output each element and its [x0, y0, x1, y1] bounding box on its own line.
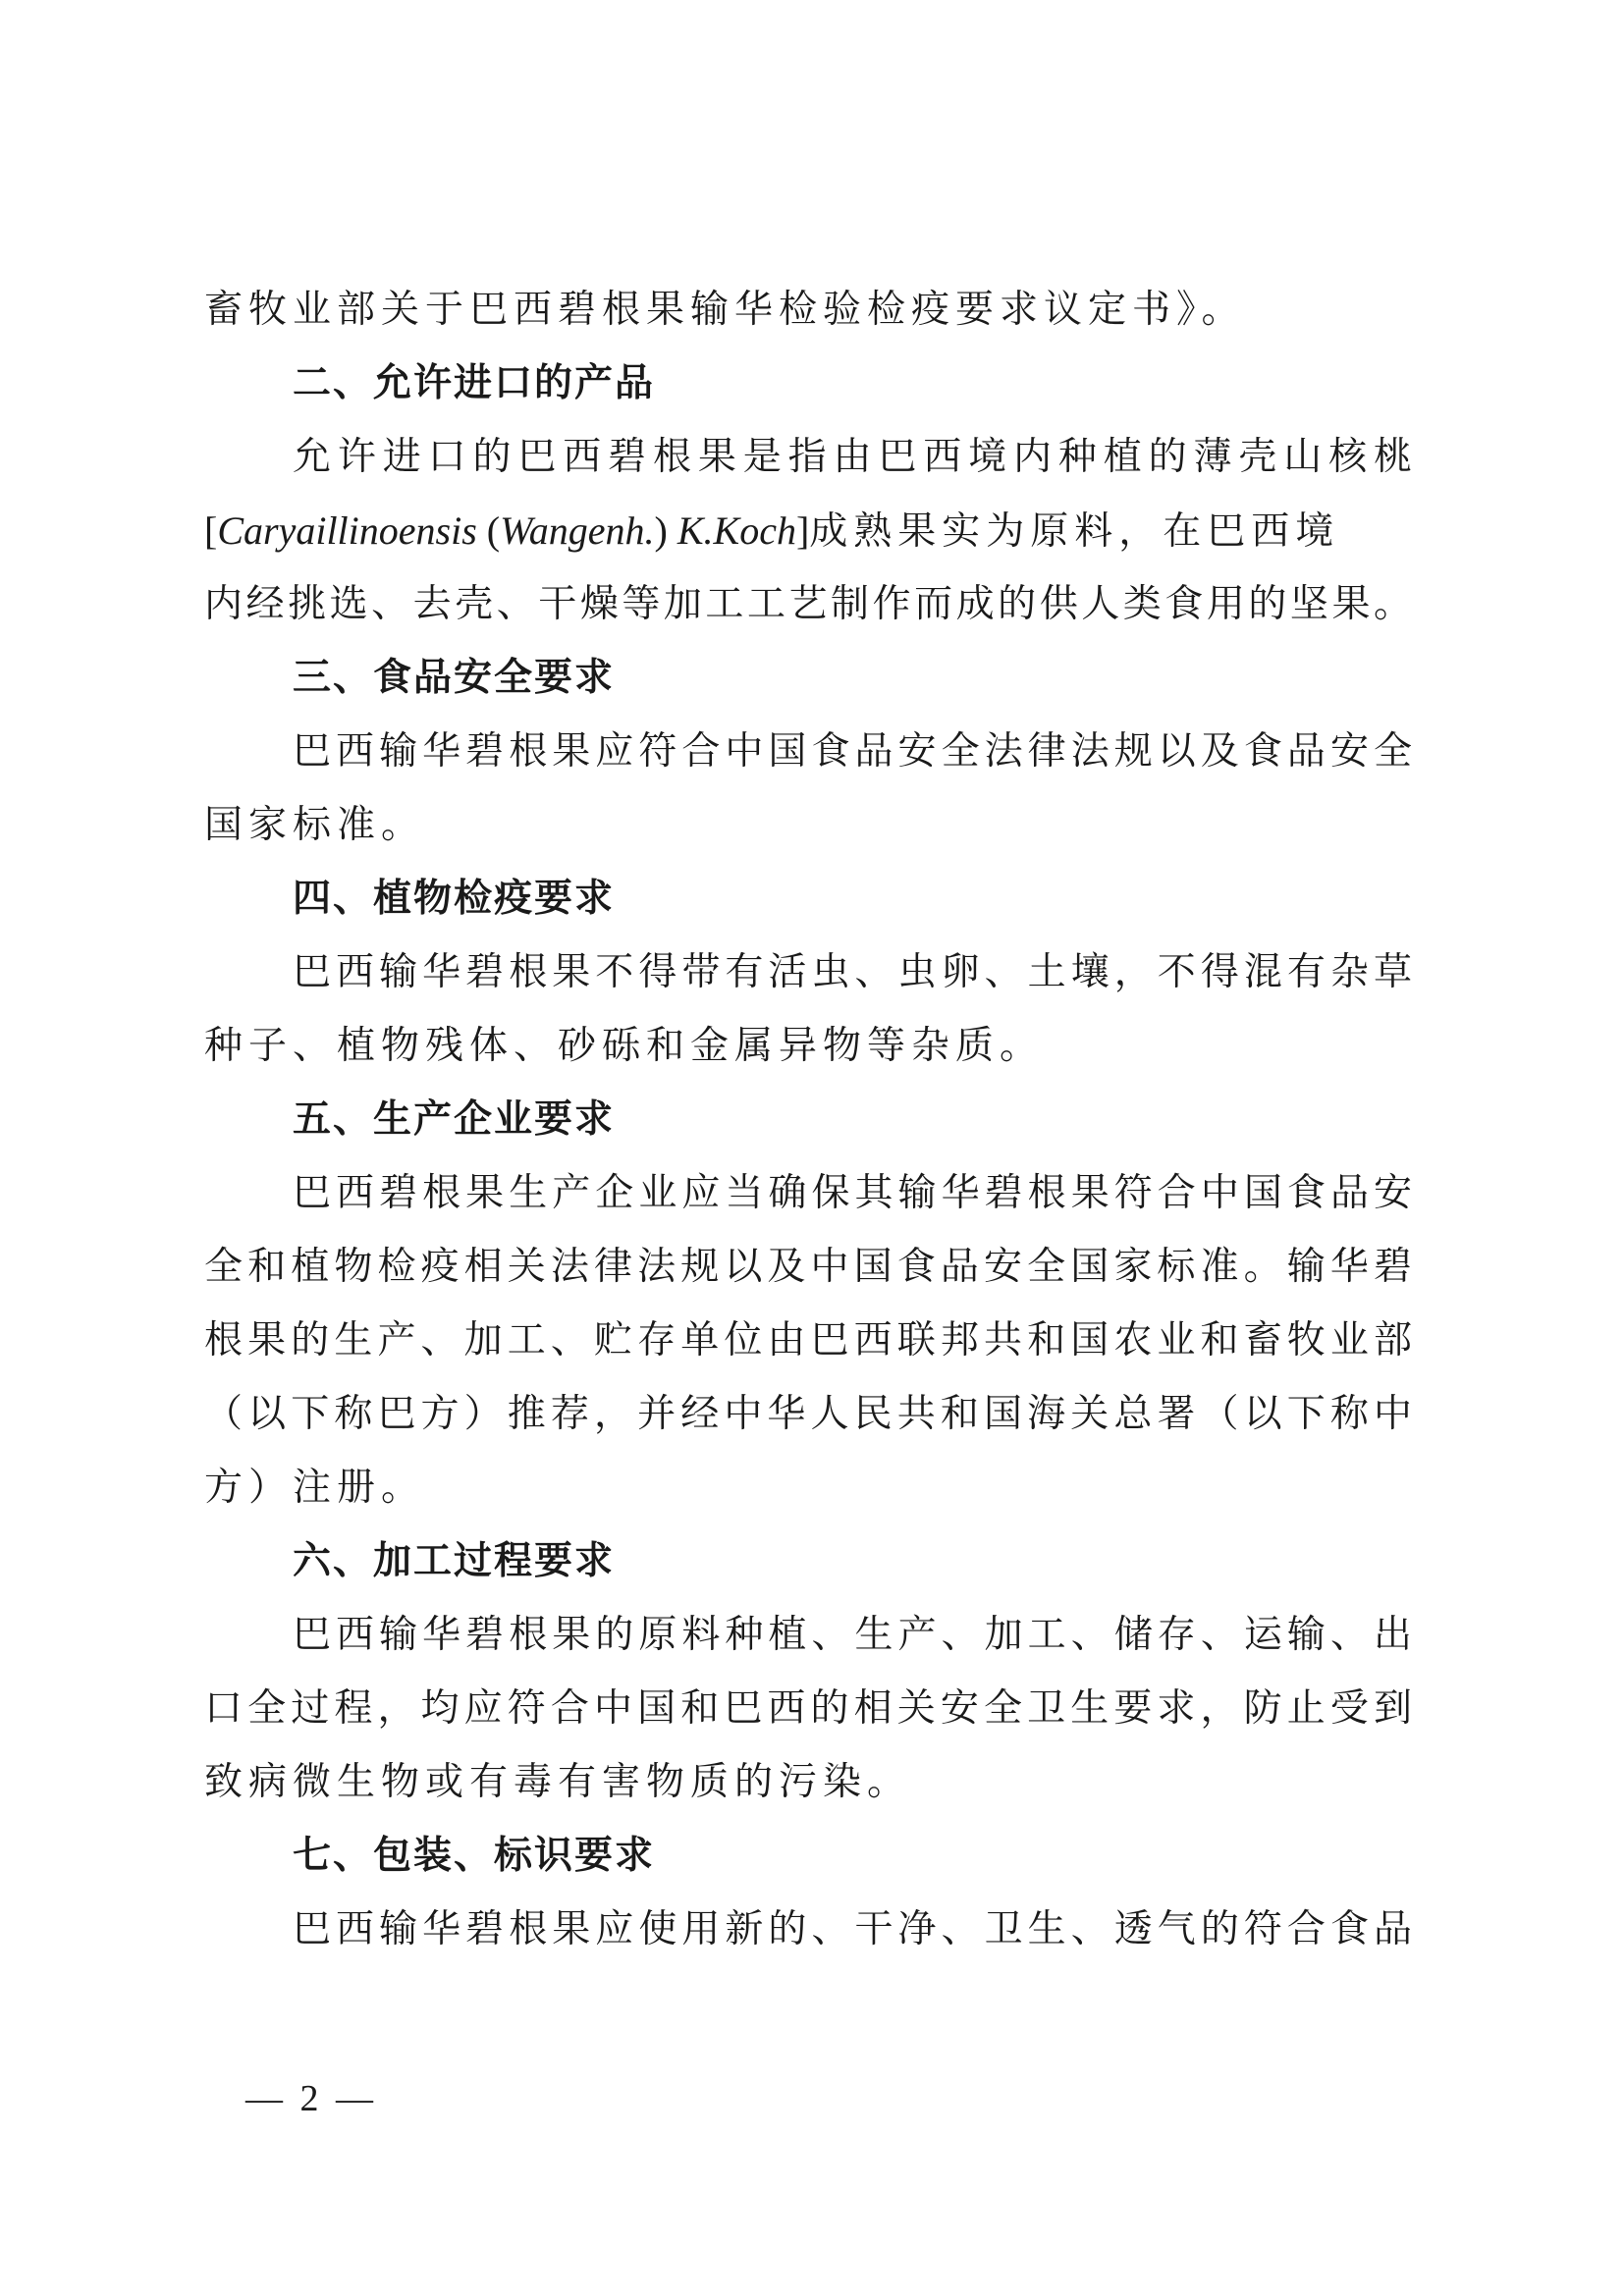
page-number: — 2 —	[245, 2078, 377, 2119]
body-line: 畜牧业部关于巴西碧根果输华检验检疫要求议定书》。	[204, 288, 1246, 332]
body-line: 种子、植物残体、砂砾和金属异物等杂质。	[204, 1024, 1045, 1068]
body-line: 巴西输华碧根果应符合中国食品安全法律法规以及食品安全	[293, 729, 1412, 774]
latin-koch: K.Koch	[677, 508, 796, 553]
latin-authority: Wangenh.	[500, 508, 655, 553]
body-line: 根果的生产、加工、贮存单位由巴西联邦共和国农业和畜牧业部	[204, 1318, 1412, 1362]
section-heading: 七、包装、标识要求	[293, 1834, 656, 1878]
body-line: 方）注册。	[204, 1466, 426, 1510]
document-body	[204, 273, 1412, 1966]
section-heading: 三、食品安全要求	[293, 656, 616, 700]
latin-bracket: [	[204, 508, 218, 553]
body-line: 巴西输华碧根果不得带有活虫、虫卵、土壤，不得混有杂草	[293, 950, 1412, 994]
section-heading: 二、允许进口的产品	[293, 361, 656, 405]
body-line: 巴西输华碧根果的原料种植、生产、加工、储存、运输、出	[293, 1613, 1412, 1657]
body-line: 致病微生物或有毒有害物质的污染。	[204, 1760, 912, 1804]
body-line: 国家标准。	[204, 803, 426, 847]
body-line: 内经挑选、去壳、干燥等加工工艺制作而成的供人类食用的坚果。	[204, 582, 1412, 626]
body-line: 口全过程，均应符合中国和巴西的相关安全卫生要求，防止受到	[204, 1686, 1412, 1731]
body-line: 全和植物检疫相关法律法规以及中国食品安全国家标准。输华碧	[204, 1245, 1412, 1289]
body-line: 巴西碧根果生产企业应当确保其输华碧根果符合中国食品安	[293, 1171, 1412, 1215]
section-heading: 四、植物检疫要求	[293, 877, 616, 921]
body-line-latin	[204, 494, 1412, 567]
body-line: 允许进口的巴西碧根果是指由巴西境内种植的薄壳山核桃	[293, 435, 1412, 479]
body-line: 巴西输华碧根果应使用新的、干净、卫生、透气的符合食品	[293, 1907, 1412, 1951]
latin-species: Caryaillinoensis	[217, 508, 477, 553]
section-heading: 六、加工过程要求	[293, 1539, 616, 1583]
latin-bracket: ]	[795, 508, 810, 553]
latin-paren: (	[476, 508, 501, 553]
section-heading: 五、生产企业要求	[293, 1097, 616, 1142]
body-text-fragment: 成熟果实为原料，在巴西境	[809, 509, 1340, 554]
latin-paren: )	[654, 508, 677, 553]
body-line: （以下称巴方）推荐，并经中华人民共和国海关总署（以下称中	[204, 1392, 1412, 1436]
